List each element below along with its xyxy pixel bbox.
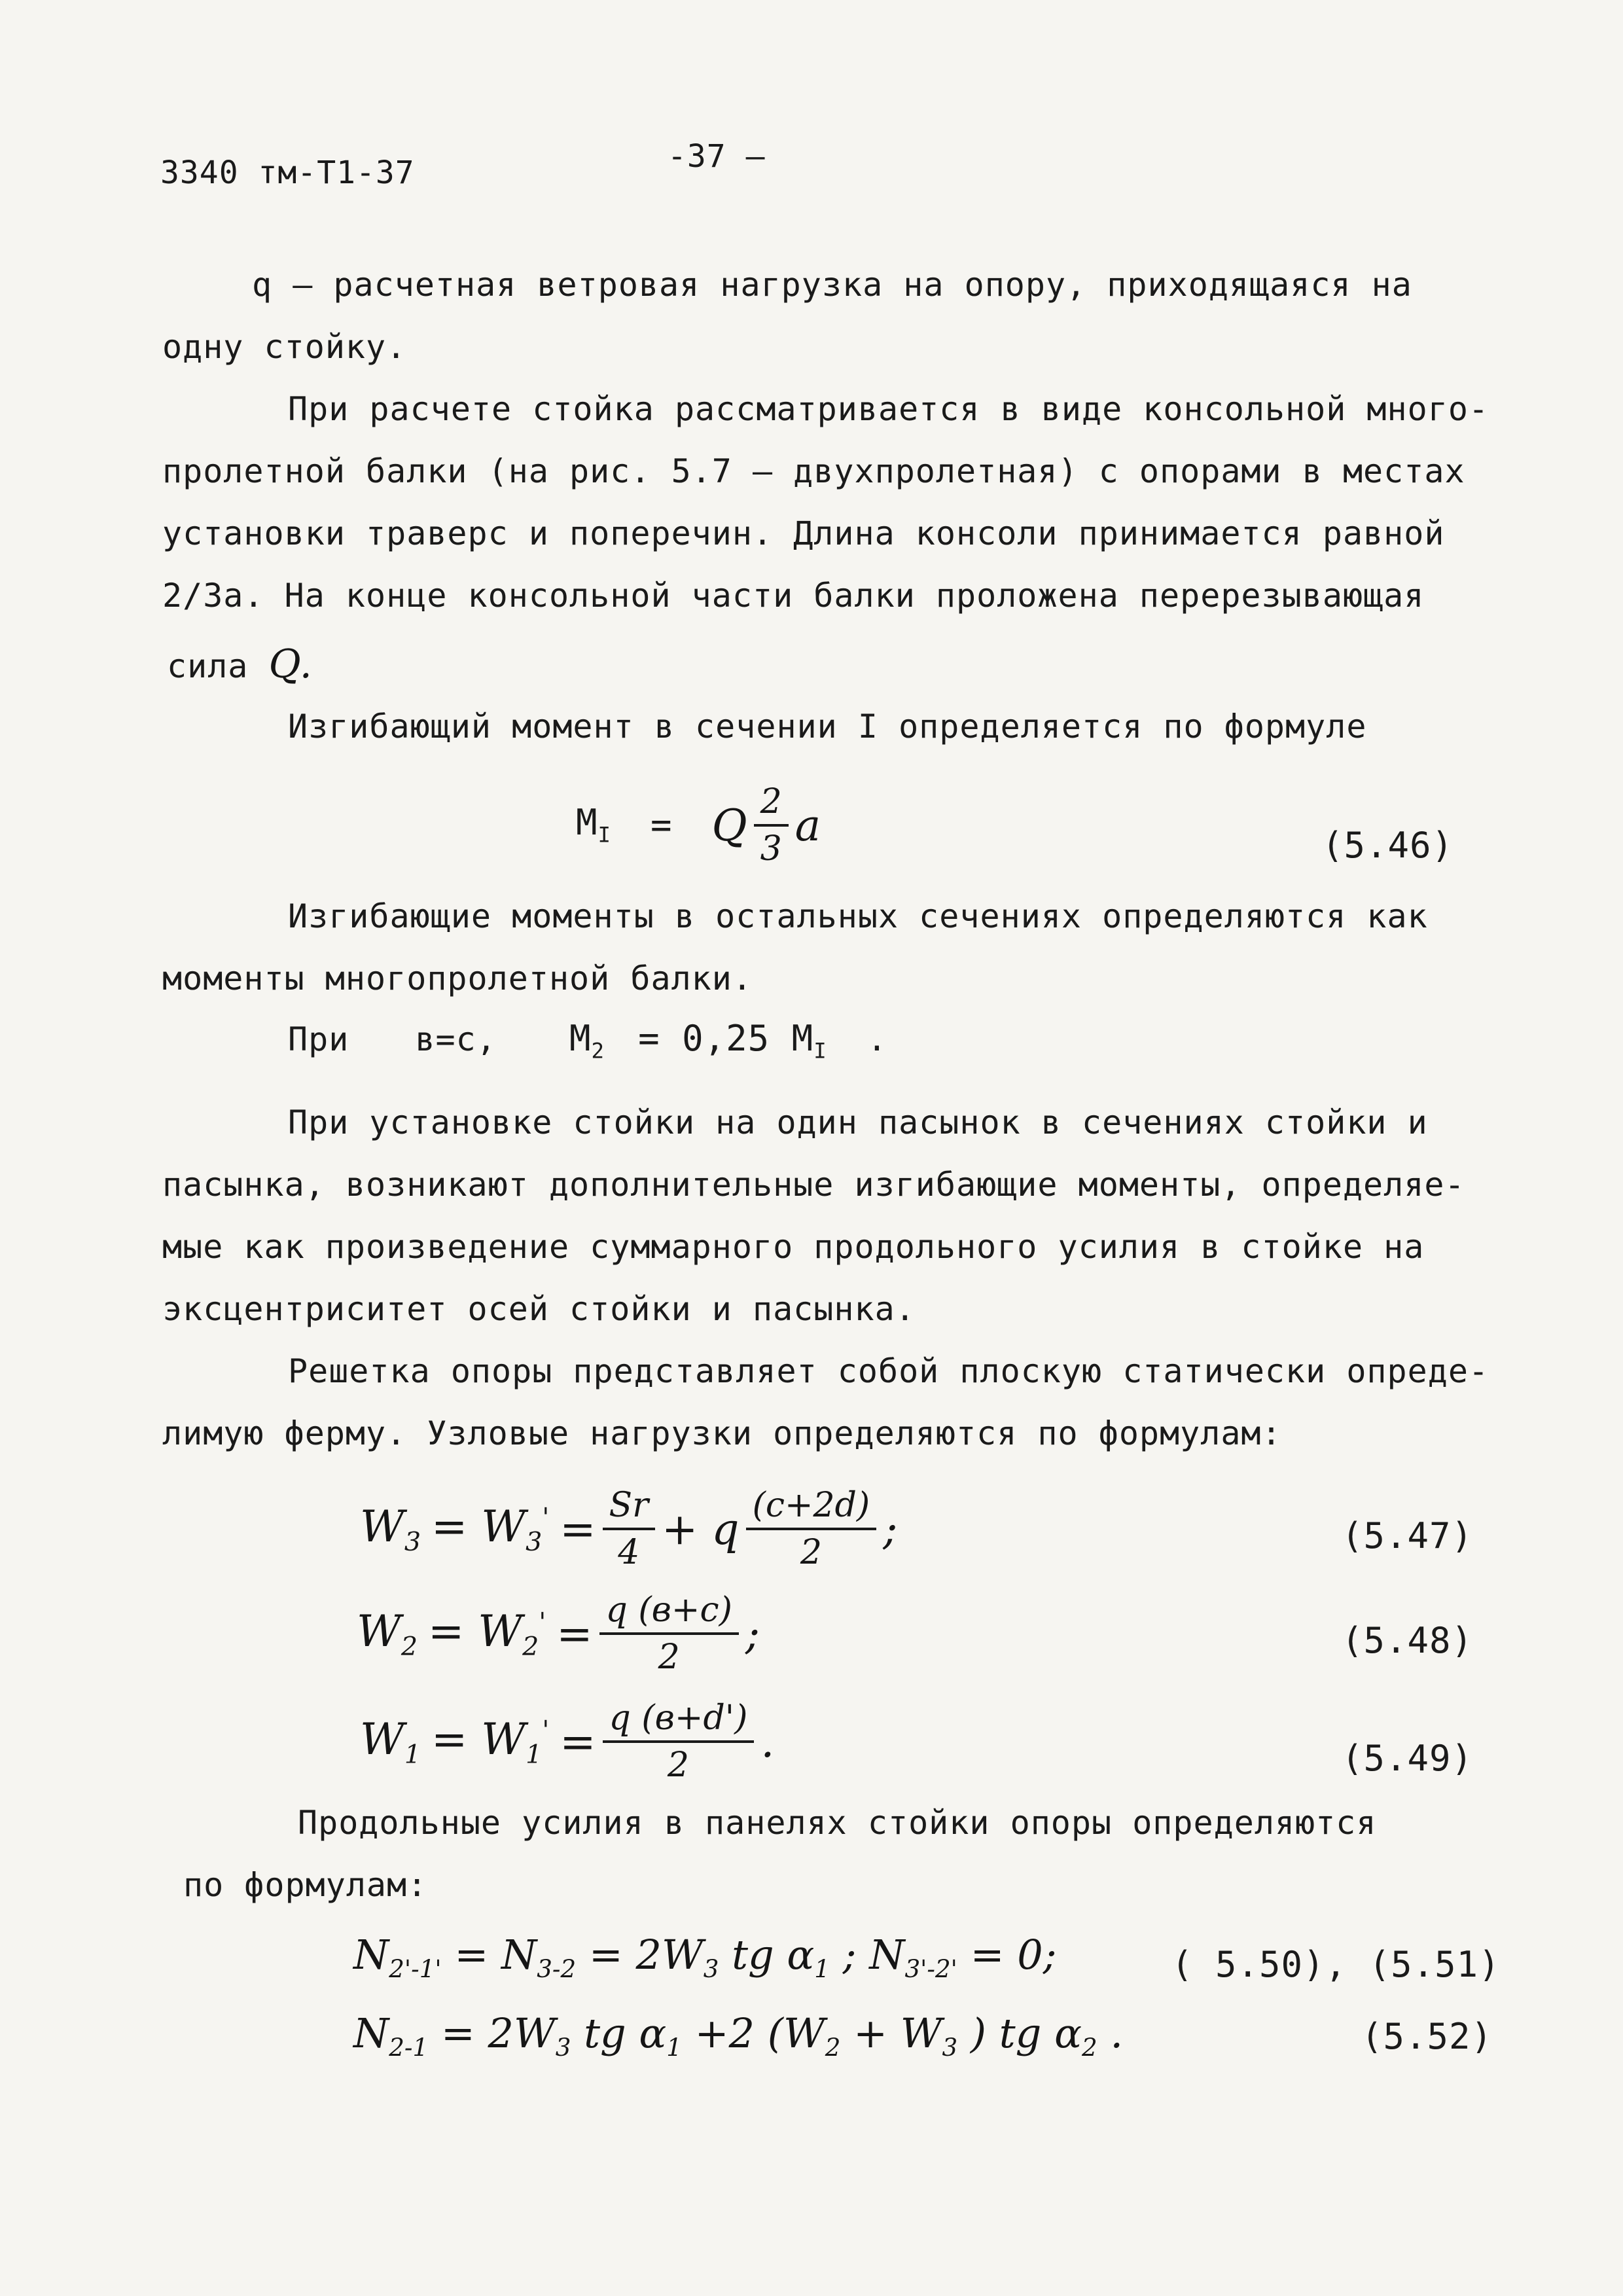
- formula-eq: =: [556, 1608, 593, 1659]
- formula-fraction: $\frac{q (в+d')}{2}$: [603, 1698, 755, 1785]
- text-line: [167, 641, 313, 687]
- formula-fraction: $\frac{(c+2d)}{2}$: [746, 1486, 877, 1572]
- formula-lhs: $W_3$: [360, 1501, 421, 1557]
- formula-lhs: $M_I$: [576, 802, 612, 848]
- document-code: 3340 тм-Т1-37: [160, 154, 415, 191]
- formula-5-48: [357, 1590, 760, 1677]
- formula-plus-q: + q: [662, 1503, 740, 1554]
- formula-5-47: [360, 1486, 897, 1572]
- text-fragment: При: [288, 1020, 349, 1058]
- page-number: -37 –: [668, 138, 766, 175]
- formula-label: (5.52): [1361, 2016, 1493, 2057]
- text-line: Изгибающий момент в сечении I определяется по формуле: [288, 708, 1367, 745]
- formula-eq: =: [560, 1503, 596, 1554]
- formula-a: a: [794, 800, 821, 851]
- text-line: 2/3а. На конце консольной части балки проложена перерезывающая: [162, 577, 1425, 615]
- text-line: моменты многопролетной балки.: [162, 960, 753, 997]
- text-line: лимую ферму. Узловые нагрузки определяются по формулам:: [162, 1414, 1282, 1452]
- text-fragment: сила: [167, 647, 249, 685]
- formula-end: ;: [745, 1608, 760, 1659]
- text-line: пролетной балки (на рис. 5.7 – двухпролетная) с опорами в местах: [162, 452, 1465, 490]
- text-fragment: .: [866, 1020, 887, 1058]
- formula-end: .: [760, 1716, 775, 1767]
- formula-label: ( 5.50), (5.51): [1171, 1944, 1501, 1985]
- symbol-Q: Q.: [268, 641, 313, 687]
- formula-5-46: [576, 782, 821, 869]
- formula-m2: $M_2$: [569, 1018, 605, 1064]
- formula-label: (5.49): [1342, 1738, 1474, 1779]
- formula-eq: =: [560, 1716, 596, 1767]
- formula-fraction: $\frac{2}{3}$: [754, 782, 789, 869]
- condition: в=с,: [415, 1020, 497, 1058]
- text-line: мые как произведение суммарного продольного усилия в стойке на: [162, 1228, 1425, 1266]
- text-line: Изгибающие моменты в остальных сечениях определяются как: [288, 897, 1428, 935]
- text-line: При установке стойки на один пасынок в сечениях стойки и: [288, 1103, 1428, 1141]
- formula-5-49: [360, 1698, 774, 1785]
- formula-mid: = $W_1'$: [431, 1713, 550, 1770]
- formula-end: ;: [883, 1503, 898, 1554]
- text-line: [288, 1018, 887, 1064]
- text-line: эксцентриситет осей стойки и пасынка.: [162, 1290, 916, 1328]
- text-line: q – расчетная ветровая нагрузка на опору, приходящаяся на: [252, 266, 1412, 304]
- formula-fraction: $\frac{q (в+с)}{2}$: [599, 1590, 739, 1677]
- formula-q: Q: [711, 800, 747, 851]
- formula-lhs: $W_1$: [360, 1713, 421, 1770]
- text-line: установки траверс и поперечин. Длина консоли принимается равной: [162, 514, 1445, 552]
- text-line: одну стойку.: [162, 328, 407, 366]
- formula-label: (5.46): [1322, 825, 1454, 866]
- text-line: При расчете стойка рассматривается в виде консольной много-: [288, 390, 1489, 428]
- formula-eq: =: [651, 804, 673, 846]
- formula-fraction: $\frac{Sr}{4}$: [603, 1486, 655, 1572]
- text-line: по формулам:: [183, 1866, 428, 1904]
- formula-label: (5.48): [1342, 1620, 1474, 1661]
- formula-mid: = $W_2'$: [428, 1605, 546, 1662]
- formula-lhs: $W_2$: [357, 1605, 418, 1662]
- formula-mid: = $W_3'$: [431, 1501, 550, 1557]
- text-line: Решетка опоры представляет собой плоскую статически опреде-: [288, 1352, 1489, 1390]
- formula-5-50-5-51: $N_{2'-1'} = N_{3-2} = 2W_3$ tg $\alpha_1$ ; $N_{3'-2'} = 0$;: [353, 1931, 1057, 1984]
- formula-label: (5.47): [1342, 1515, 1474, 1556]
- formula-5-52: $N_{2-1} = 2W_3$ tg $\alpha_1 +2$ ($W_2 + W_3$ ) tg $\alpha_2$ .: [353, 2009, 1124, 2062]
- text-line: пасынка, возникают дополнительные изгибающие моменты, определяе-: [162, 1166, 1465, 1204]
- text-line: Продольные усилия в панелях стойки опоры определяются: [298, 1804, 1377, 1842]
- formula-rhs: = 0,25 $M_I$: [638, 1018, 827, 1064]
